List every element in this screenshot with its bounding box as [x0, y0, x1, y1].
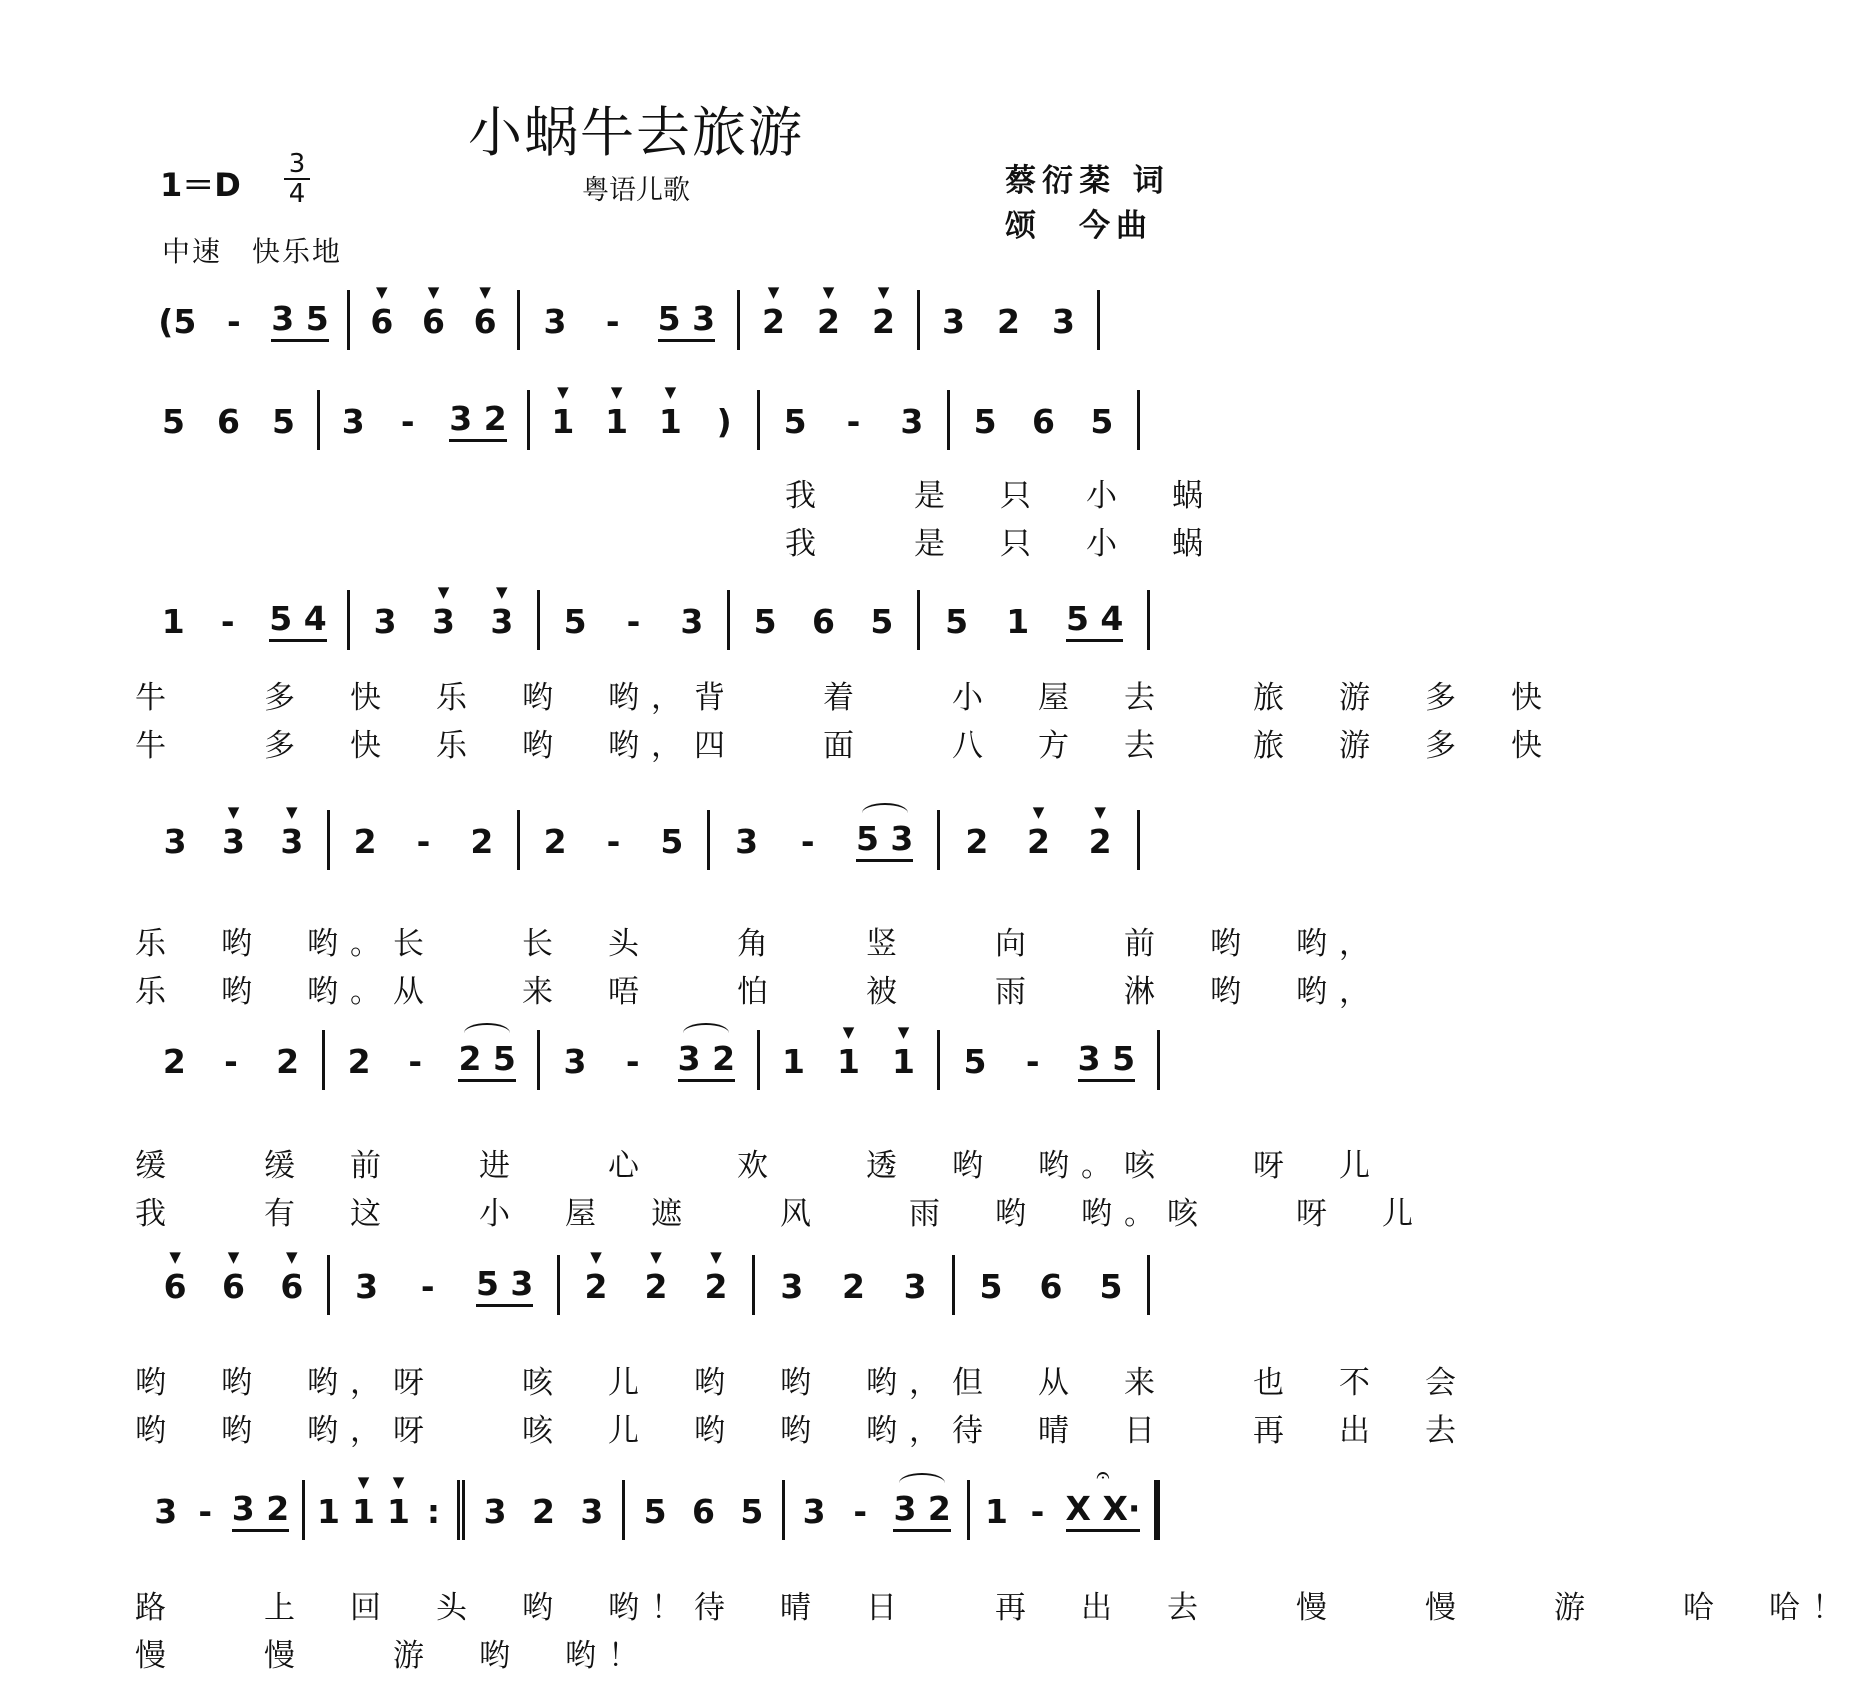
note: 6 [692, 1492, 715, 1531]
note: ▼ 3 [430, 602, 456, 642]
note: 1 [782, 1042, 805, 1081]
note: ▼ 1 [550, 402, 576, 442]
note: 3 [735, 822, 759, 861]
note: 3 [355, 1267, 379, 1306]
note: ▼ 6 [279, 1267, 305, 1307]
note: ▼ 2 [583, 1267, 609, 1307]
note: 5 [740, 1492, 764, 1531]
note: ▼ 6 [472, 302, 498, 342]
measure-repeat-end [305, 1480, 465, 1540]
measure [325, 1030, 540, 1090]
note: ▼ 6 [220, 1267, 246, 1307]
song-subtitle: 粤语儿歌 [582, 175, 690, 206]
beamed-pair [1066, 599, 1123, 642]
measure [140, 1030, 325, 1090]
measure [520, 290, 740, 350]
note: ▼ 1 [657, 402, 683, 442]
note: 5 [272, 402, 295, 441]
note: 1 [985, 1492, 1008, 1531]
note: ▼ 1 [351, 1492, 377, 1532]
note: 2 [965, 822, 989, 861]
measure [785, 1480, 970, 1540]
note: ▼ 1 [891, 1042, 917, 1082]
beamed-pair [269, 599, 326, 642]
note: ▼ 2 [1025, 822, 1051, 862]
note: 5 4 [1065, 599, 1124, 638]
note: ▼ 2 [703, 1267, 729, 1307]
note: - [625, 1042, 640, 1081]
staff-line-3 [140, 590, 1170, 650]
measure [560, 1255, 755, 1315]
note: 5 [660, 822, 684, 861]
note: 3 [942, 302, 965, 341]
note: 5 3 [855, 819, 914, 858]
note: 2 [470, 822, 494, 861]
note: 2 [353, 822, 377, 861]
note: 5 [643, 1492, 667, 1531]
measure [950, 390, 1140, 450]
slurred-pair [856, 819, 913, 862]
lyric-line: 牛 多 快 乐 哟 哟，四 面 八 方 去 旅 游 多 快 [135, 728, 1554, 764]
measure [530, 390, 760, 450]
lyric-line: 路 上 回 头 哟 哟！待 晴 日 再 出 去 慢 慢 游 哈 哈！ [135, 1590, 1855, 1626]
note: ▼ 3 [279, 822, 305, 862]
note: 3 5 [271, 299, 329, 338]
measure [710, 810, 940, 870]
note: 5 3 [657, 299, 716, 338]
note: 3 [341, 402, 365, 441]
note: 3 [163, 822, 187, 861]
note: 3 [580, 1492, 604, 1531]
note: 6 [1032, 402, 1055, 441]
note: ▼ 1 [836, 1042, 862, 1082]
note: 5 [870, 602, 894, 641]
note: 3 [543, 302, 567, 341]
note-with-fermata: 𝄐 X X· [1066, 1489, 1141, 1529]
beamed-pair [449, 399, 506, 442]
note: 3 [680, 602, 704, 641]
note: 5 [783, 402, 807, 441]
tempo-marking: 中速 快乐地 [162, 235, 343, 268]
note: 5 [162, 402, 185, 441]
lyricist-credit: 蔡衍棻 词 [1005, 163, 1170, 199]
note: - [606, 822, 621, 861]
measure [140, 290, 350, 350]
composer-credit: 颂 今曲 [1005, 208, 1153, 244]
beamed-pair [1078, 1039, 1135, 1082]
note: ▼ 2 [643, 1267, 669, 1307]
note: - [800, 822, 815, 861]
measure [540, 590, 730, 650]
note: 5 [945, 602, 969, 641]
meter-bottom: 4 [288, 179, 306, 209]
note: - [220, 602, 235, 641]
lyric-line: 乐 哟 哟。长 长 头 角 竖 向 前 哟 哟， [135, 926, 1382, 962]
measure [760, 390, 950, 450]
note: - [416, 822, 431, 861]
measure [625, 1480, 785, 1540]
beamed-pair [658, 299, 715, 342]
measure [955, 1255, 1150, 1315]
measure [320, 390, 530, 450]
measure [465, 1480, 625, 1540]
note: 6 [812, 602, 835, 641]
note: ▼ 2 [761, 302, 787, 342]
note: 3 2 [449, 399, 507, 438]
note: - [1025, 1042, 1040, 1081]
note: 3 2 [893, 1489, 951, 1528]
measure [940, 1030, 1160, 1090]
note: 3 2 [677, 1039, 736, 1078]
note: 2 [997, 302, 1020, 341]
staff-line-1 [140, 290, 1170, 350]
note: 5 4 [269, 599, 327, 638]
measure-final [970, 1480, 1160, 1540]
note: - [408, 1042, 423, 1081]
measure [330, 810, 520, 870]
note: ▼ 2 [816, 302, 842, 342]
key-signature: 1＝D [160, 166, 241, 204]
note: 1 [317, 1492, 340, 1531]
lyric-line: 我 是 只 小 蜗 [785, 478, 1215, 514]
measure [920, 290, 1100, 350]
staff-line-7 [140, 1480, 1170, 1540]
note: 1 [161, 602, 185, 641]
measure [140, 590, 350, 650]
lyric-line: 我 是 只 小 蜗 [785, 526, 1215, 562]
measure [740, 290, 920, 350]
note: 3 [483, 1492, 507, 1531]
note: ▼ 1 [604, 402, 630, 442]
note: ▼ 6 [420, 302, 446, 342]
slurred-pair [893, 1489, 950, 1532]
note: 2 [532, 1492, 555, 1531]
song-title: 小蜗牛去旅游 [468, 101, 804, 164]
lyric-line: 哟 哟 哟，呀 咳 儿 哟 哟 哟，待 晴 日 再 出 去 [135, 1413, 1468, 1449]
beamed-pair [1066, 1489, 1141, 1532]
note: ▼ 3 [489, 602, 515, 642]
note: 2 [543, 822, 567, 861]
note: ▼ 6 [369, 302, 395, 342]
note: 3 [154, 1492, 178, 1531]
measure [330, 1255, 560, 1315]
note: 3 [900, 402, 924, 441]
note: ▼ 2 [1087, 822, 1113, 862]
measure [540, 1030, 760, 1090]
closing-paren: ) [716, 402, 732, 441]
time-signature [280, 150, 314, 208]
measure [140, 1255, 330, 1315]
lyric-line: 慢 慢 游 哟 哟！ [135, 1638, 651, 1674]
measure [760, 1030, 940, 1090]
note: - [420, 1267, 435, 1306]
note: ▼ 2 [871, 302, 897, 342]
note: 2 [347, 1042, 371, 1081]
measure [520, 810, 710, 870]
slurred-pair [458, 1039, 515, 1082]
note: 5 [973, 402, 997, 441]
measure [350, 290, 520, 350]
note: 5 3 [475, 1264, 534, 1303]
note: - [626, 602, 641, 641]
staff-line-4 [140, 810, 1170, 870]
note: 3 [903, 1267, 927, 1306]
meter-top: 3 [288, 149, 306, 179]
staff-line-5 [140, 1030, 1170, 1090]
note: - [846, 402, 861, 441]
note: 3 [373, 602, 397, 641]
measure [350, 590, 540, 650]
note: 3 [1052, 302, 1075, 341]
note: 5 [1090, 402, 1114, 441]
note: 5 [1099, 1267, 1123, 1306]
note: 3 [563, 1042, 587, 1081]
note: 3 2 [231, 1489, 290, 1528]
note: - [605, 302, 620, 341]
lyric-line: 牛 多 快 乐 哟 哟，背 着 小 屋 去 旅 游 多 快 [135, 680, 1554, 716]
beamed-pair [232, 1489, 289, 1532]
measure [140, 810, 330, 870]
note: 2 [162, 1042, 186, 1081]
repeat-sign: : [426, 1492, 441, 1531]
note: ▼ 3 [220, 822, 246, 862]
lyric-line: 缓 缓 前 进 心 欢 透 哟 哟。咳 呀 儿 [135, 1148, 1382, 1184]
lyric-line: 我 有 这 小 屋 遮 风 雨 哟 哟。咳 呀 儿 [135, 1196, 1425, 1232]
note: 2 [842, 1267, 865, 1306]
note: - [224, 1042, 238, 1081]
beamed-pair [271, 299, 328, 342]
note: 3 5 [1077, 1039, 1136, 1078]
note: 5 [963, 1042, 987, 1081]
note: 2 5 [458, 1039, 516, 1078]
measure [755, 1255, 955, 1315]
note: 5 [753, 602, 777, 641]
note: - [400, 402, 415, 441]
note: ▼ 1 [386, 1492, 412, 1532]
measure [940, 810, 1140, 870]
note: - [1030, 1492, 1045, 1531]
note: 6 [1039, 1267, 1063, 1306]
measure [140, 390, 320, 450]
note: 6 [217, 402, 240, 441]
note: 5 [979, 1267, 1003, 1306]
measure [730, 590, 920, 650]
note: - [198, 1492, 213, 1531]
staff-line-6 [140, 1255, 1170, 1315]
note: 1 [1006, 602, 1030, 641]
note: 5 [563, 602, 587, 641]
measure [140, 1480, 305, 1540]
note: ▼ 6 [162, 1267, 188, 1307]
note: - [853, 1492, 868, 1531]
staff-line-2 [140, 390, 1170, 450]
slurred-pair [678, 1039, 735, 1082]
lyric-line: 哟 哟 哟，呀 咳 儿 哟 哟 哟，但 从 来 也 不 会 [135, 1365, 1468, 1401]
beamed-pair [476, 1264, 533, 1307]
note: 3 [802, 1492, 826, 1531]
note: 3 [780, 1267, 804, 1306]
note: (5 [158, 302, 197, 341]
note: - [226, 302, 241, 341]
measure [920, 590, 1150, 650]
note: 2 [276, 1042, 300, 1081]
lyric-line: 乐 哟 哟。从 来 唔 怕 被 雨 淋 哟 哟， [135, 974, 1382, 1010]
